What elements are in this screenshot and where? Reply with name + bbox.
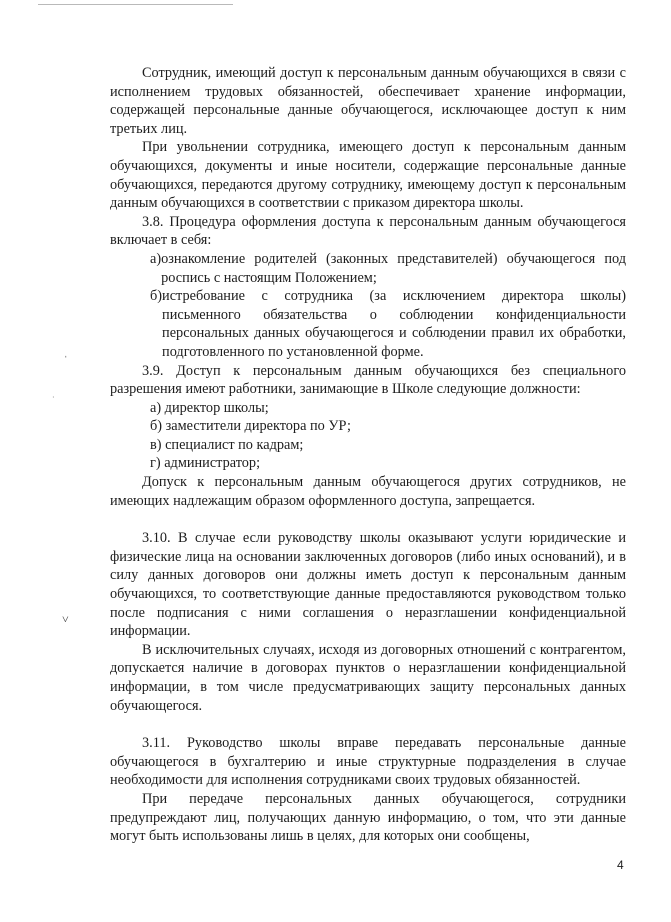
- paragraph: Допуск к персональным данным обучающегося других сотрудников, не имеющих надлежащим образом оформленного доступа, запрещается.: [110, 474, 626, 509]
- list-item-text: истребование с сотрудника (за исключением директора школы) письменного обязательства о соблюдении конфиденциальности персональных данных обучающегося и соблюдении правил их обработки, подготовленного по установленной форме.: [162, 288, 626, 360]
- section-3-9: 3.9. Доступ к персональным данным обучающихся без специального разрешения имеют работники, занимающие в Школе следующие должности:: [110, 362, 626, 398]
- list-item-label: б): [150, 288, 163, 305]
- paragraph: В исключительных случаях, исходя из договорных отношений с контрагентом, допускается наличие в договорах пунктов о неразглашении конфиденциальной информации, в том числе предусматривающих защиту персональных данных обучающегося.: [110, 641, 626, 714]
- list-item: [110, 250, 626, 287]
- scan-mark: ˅: [62, 612, 69, 626]
- list-item: г) администратор;: [150, 455, 261, 472]
- section-3-8: 3.8. Процедура оформления доступа к персональным данным обучающегося включает в себя:: [110, 213, 626, 249]
- section-3-11: 3.11. Руководство школы вправе передавать персональные данные обучающегося в бухгалтерию и иные структурные подразделения в случае необходимости для исполнения сотрудниками своих трудовых обязанностей.: [110, 735, 626, 789]
- list-item: [110, 287, 626, 361]
- scan-edge-line: [38, 4, 233, 5]
- list-item: в) специалист по кадрам;: [150, 436, 304, 453]
- document-body: [110, 64, 626, 846]
- list-item: б) заместители директора по УР;: [150, 418, 351, 435]
- list-item-text: ознакомление родителей (законных представителей) обучающегося под роспись с настоящим Положением;: [161, 250, 626, 286]
- paragraph: При увольнении сотрудника, имеющего доступ к персональным данным обучающихся, документы и иные носители, содержащие персональные данные обучающихся, передаются другому сотруднику, имеющему доступ к персональным данным обучающихся в соответствии с приказом директора школы.: [110, 139, 626, 212]
- paragraph: Сотрудник, имеющий доступ к персональным данным обучающихся в связи с исполнением трудовых обязанностей, обеспечивает хранение информации, содержащей персональные данные обучающегося, исключающее доступ к ним третьих лиц.: [110, 65, 626, 137]
- section-3-10: 3.10. В случае если руководству школы оказывают услуги юридические и физические лица на основании заключенных договоров (либо иных оснований), и в силу данных договоров они должны иметь доступ к персональным данным обучающихся, то соответствующие данные предоставляются руководством только после подписания с ними соглашения о неразглашении конфиденциальной информации.: [110, 530, 626, 640]
- scan-mark: ˈ: [64, 354, 68, 366]
- scan-mark: ·: [52, 393, 55, 402]
- page-number: 4: [617, 858, 624, 872]
- list-item-label: а): [150, 250, 162, 267]
- paragraph: При передаче персональных данных обучающегося, сотрудники предупреждают лиц, получающих данную информацию, о том, что эти данные могут быть использованы лишь в целях, для которых они сообщены,: [110, 790, 626, 845]
- list-item: а) директор школы;: [150, 399, 269, 416]
